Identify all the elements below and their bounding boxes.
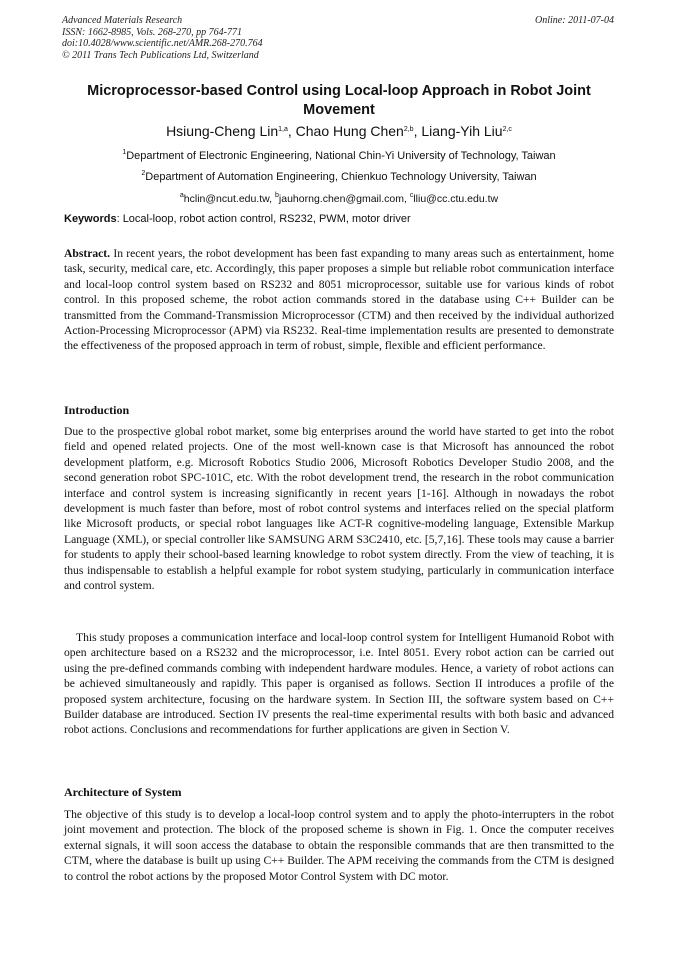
author-name: Chao Hung Chen	[295, 123, 404, 139]
author-name: Hsiung-Cheng Lin	[166, 123, 279, 139]
abstract	[64, 246, 614, 354]
journal-header	[62, 15, 263, 61]
section-heading-introduction: Introduction	[64, 403, 130, 417]
email-sup: c	[409, 192, 414, 199]
author-list: Hsiung-Cheng Lin$^{1,a}$, Chao Hung Chen$^{2,b}$, Liang-Yih Liu$^{2,c}$	[166, 123, 512, 139]
author-sup: 1,a	[278, 126, 288, 133]
abstract-label: Abstract.	[64, 247, 111, 260]
paragraph: This study proposes a communication interface and local-loop control system for Intelligent Humanoid Robot with open architecture based on a RS232 and the microprocessor, i.e. Intel 8051. Every robot action can be carried out using the pre-defined commands combing with independent hardware modules. Hence, a variety of robot actions can be achieved simultaneously and rapidly. This paper is organised as follows. Section II introduces a profile of the proposed system architecture, focusing on the hardware system. In Section III, the software system based on C++ Builder database are introduced. Section IV presents the real-time experimental results with both basic and advanced robot actions. Conclusions and recommendations for further applications are given in Section V.	[64, 631, 614, 737]
email-link[interactable]: lliu@cc.ctu.edu.tw	[413, 193, 499, 205]
author-sup: 2,c	[502, 126, 512, 133]
online-date: Online: 2011-07-04	[535, 15, 614, 26]
author-name: Liang-Yih Liu	[421, 123, 503, 139]
affiliation-text: Department of Automation Engineering, Chienkuo Technology University, Taiwan	[145, 171, 537, 183]
paragraph: Due to the prospective global robot market, some big enterprises around the world have started to get into the robot field and opened related projects. One of the most well-known case is that Microsoft has announced the robot development platform, e.g. Microsoft Robotics Studio 2006, Microsoft Robotics Developer Studio 2008, and the second generation robot SPC-101C, etc. With the robot development trend, the research in the robot communication interface and control system is increasing significantly in recent years [1-16]. Although in nowadays the robot development is much faster than before, most of robot control systems and interfaces relied on the special platform like Microsoft products, or special robot languages like ACT-R cognitive-modeling language, Extensible Markup Language (XML), or special controller like SAMSUNG ARM S3C2410, etc. [5,7,16]. These tools may cause a barrier for students to apply their school-based learning knowledge to robot system directly. From the view of teaching, it is thus indispensable to establish a helpful example for robot system studying, particularly in communication interface and control system.	[64, 425, 614, 593]
affiliation-sup: 2	[141, 170, 146, 177]
journal-doi[interactable]: doi:10.4028/www.scientific.net/AMR.268-270.764	[62, 38, 263, 49]
email-link[interactable]: jauhorng.chen@gmail.com	[278, 193, 404, 205]
keywords	[64, 213, 411, 225]
journal-issn: ISSN: 1662-8985, Vols. 268-270, pp 764-771	[62, 26, 242, 38]
email-sup: a	[179, 192, 184, 199]
email-list: $^a$hclin@ncut.edu.tw, $^b$jauhorng.chen@gmail.com, $^c$lliu@cc.ctu.edu.tw	[179, 192, 499, 205]
email-sup: b	[275, 192, 279, 199]
affiliation	[62, 171, 616, 183]
paragraph: The objective of this study is to develop a local-loop control system and to apply the photo-interrupters in the robot joint movement and protection. The block of the proposed scheme is shown in Fig. 1. Once the computer receives external signals, it will soon access the database to obtain the responsible commands that are then transmitted to the CTM, where the database is built up using C++ Builder. The APM receiving the commands from the CTM is designed to control the robot actions by the proposed Motor Control System with DC motor.	[64, 808, 614, 883]
section-heading-architecture: Architecture of System	[64, 785, 182, 799]
journal-name: Advanced Materials Research	[62, 15, 183, 26]
keywords-label: Keywords	[64, 213, 117, 225]
paper-title: Microprocessor-based Control using Local-loop Approach in Robot Joint Movement	[87, 83, 591, 118]
author-sup: 2,b	[403, 126, 414, 133]
keywords-text: : Local-loop, robot action control, RS232, PWM, motor driver	[116, 213, 411, 225]
affiliation-text: Department of Electronic Engineering, National Chin-Yi University of Technology, Taiwan	[126, 150, 556, 162]
email-link[interactable]: hclin@ncut.edu.tw	[183, 193, 270, 205]
affiliation-sup: 1	[122, 149, 127, 156]
abstract-text: In recent years, the robot development has been fast expanding to many areas such as entertainment, home task, security, medical care, etc. Accordingly, this paper proposes a simple but reliable robot communication interface and local-loop control system based on RS232 and 8051 microprocessor, suitable use for various kinds of robot control. In this proposed scheme, the robot action commands stored in the database using C++ Builder can be transmitted from the Command-Transmission Microprocessor (CTM) and then received by the individual authorized Action-Processing Microprocessor (APM) via RS232. Real-time implementation results are presented to demonstrate the effectiveness of the proposed approach in term of robust, simple, flexible and efficient performance.	[64, 247, 614, 353]
affiliation	[62, 150, 616, 162]
journal-copyright: © 2011 Trans Tech Publications Ltd, Switzerland	[62, 49, 259, 61]
